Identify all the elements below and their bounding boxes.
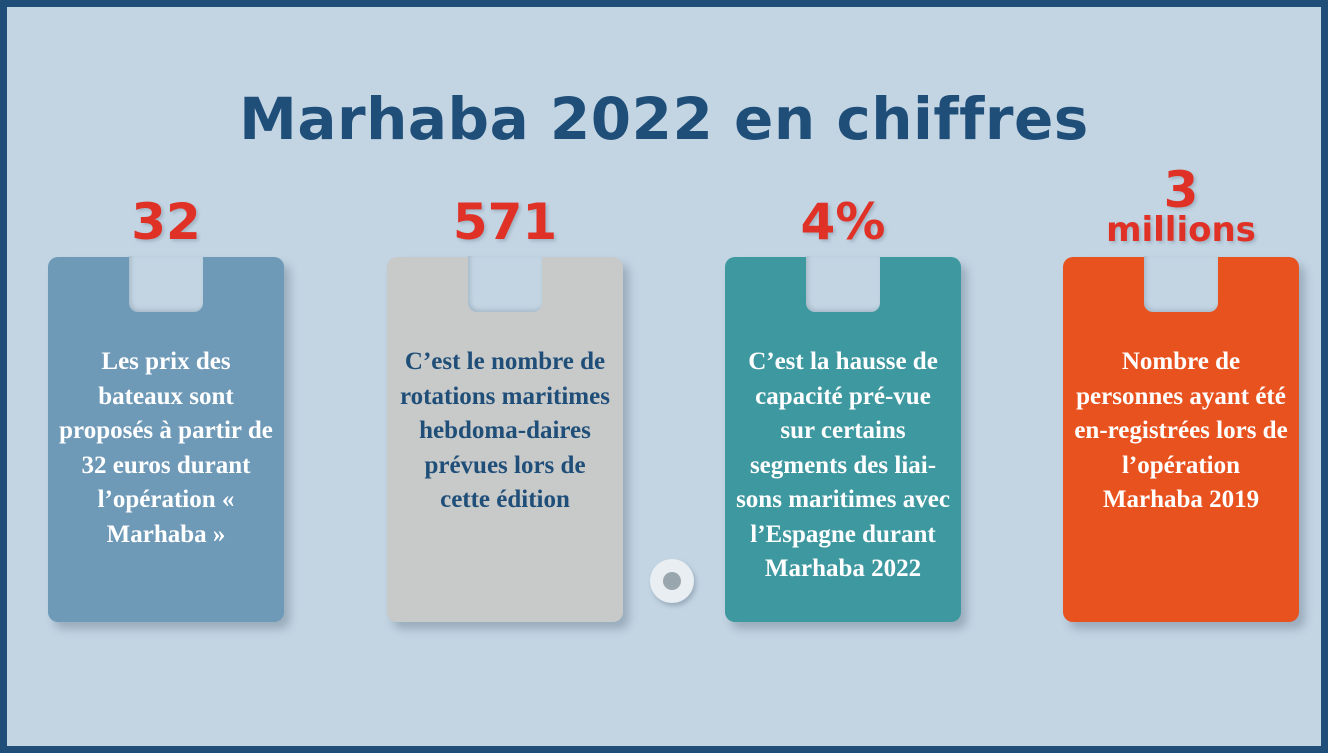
stat-number-3: 4% <box>800 193 886 251</box>
stat-number-4-value: 3 <box>1163 161 1199 219</box>
stat-text-3: C’est la hausse de capacité pré-vue sur certains segments des liai-sons maritimes avec l’Espagne durant Marhaba 2022 <box>736 348 950 582</box>
stat-text-4: Nombre de personnes ayant été en-registrées lors de l’opération Marhaba 2019 <box>1074 348 1288 513</box>
separator-dot-inner-icon <box>663 572 681 590</box>
stat-card-1 <box>48 193 284 622</box>
cards-container <box>7 161 1321 647</box>
stat-number-4 <box>1063 161 1299 250</box>
stat-card-4 <box>1063 161 1299 622</box>
stat-text-1: Les prix des bateaux sont proposés à partir de 32 euros durant l’opération « Marhaba » <box>59 348 273 548</box>
stat-card-2 <box>387 193 623 622</box>
stat-number-2: 571 <box>452 193 558 251</box>
card-notch <box>806 256 880 312</box>
stat-text-2: C’est le nombre de rotations maritimes hebdoma-daires prévues lors de cette édition <box>400 348 610 513</box>
infographic-canvas <box>7 7 1321 746</box>
card-notch <box>129 256 203 312</box>
card-notch <box>468 256 542 312</box>
card-notch <box>1144 256 1218 312</box>
page-title: Marhaba 2022 en chiffres <box>239 85 1089 153</box>
stat-number-4-unit: millions <box>1106 210 1256 250</box>
stat-card-3 <box>725 193 961 622</box>
separator-dot-icon <box>650 559 694 603</box>
stat-number-1: 32 <box>131 193 201 251</box>
